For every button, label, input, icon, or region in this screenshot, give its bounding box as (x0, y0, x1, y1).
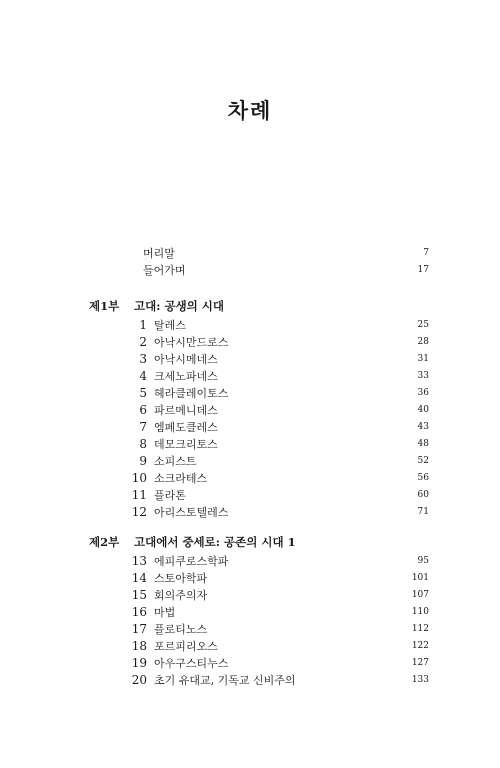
entry-page: 17 (417, 265, 429, 275)
chapter-title: 소피스트 (154, 455, 197, 468)
toc-entry[interactable] (0, 317, 500, 334)
toc-entry[interactable] (0, 334, 500, 351)
chapter-number: 10 (131, 471, 147, 485)
toc-entry[interactable] (0, 385, 500, 402)
entry-label: 머리말 (143, 247, 175, 260)
part-1-section (0, 297, 500, 521)
chapter-title: 스토아학파 (154, 572, 208, 585)
chapter-number: 15 (131, 588, 147, 602)
chapter-title: 플로티노스 (154, 623, 208, 636)
toc-entry[interactable] (0, 419, 500, 436)
chapter-title: 회의주의자 (154, 589, 208, 602)
page-number: 25 (417, 320, 429, 330)
page-number: 31 (417, 354, 429, 364)
toc-entry[interactable] (0, 621, 500, 638)
chapter-title: 헤라클레이토스 (154, 387, 229, 400)
chapter-number: 13 (131, 554, 147, 568)
page-number: 133 (411, 675, 429, 685)
page-number: 40 (417, 405, 429, 415)
chapter-title: 탈레스 (154, 319, 186, 332)
page-number: 28 (417, 337, 429, 347)
page-number: 56 (417, 473, 429, 483)
chapter-number: 16 (131, 605, 147, 619)
entry-page: 7 (423, 248, 429, 258)
toc-entry[interactable] (0, 351, 500, 368)
page-number: 101 (411, 573, 429, 583)
chapter-number: 6 (139, 403, 147, 417)
part-heading (0, 533, 500, 551)
intro-list (0, 245, 500, 279)
toc-entry[interactable] (0, 453, 500, 470)
page-number: 60 (417, 490, 429, 500)
page-number: 112 (411, 624, 429, 634)
page-number: 48 (417, 439, 429, 449)
page-number: 107 (411, 590, 429, 600)
toc-entry[interactable] (0, 672, 500, 689)
chapter-title: 파르메니데스 (154, 404, 218, 417)
chapter-number: 1 (139, 318, 147, 332)
chapter-number: 3 (139, 352, 147, 366)
toc-entry[interactable] (0, 487, 500, 504)
toc-entry[interactable] (0, 470, 500, 487)
chapter-title: 아리스토텔레스 (154, 506, 229, 519)
chapter-number: 11 (131, 488, 147, 502)
page-title: 차례 (227, 99, 273, 123)
chapter-title: 에피쿠로스학파 (154, 555, 229, 568)
page-number: 95 (417, 556, 429, 566)
chapter-number: 4 (139, 369, 147, 383)
toc-entry[interactable] (0, 604, 500, 621)
page-number: 43 (417, 422, 429, 432)
chapter-number: 9 (139, 454, 147, 468)
chapter-title: 플라톤 (154, 489, 186, 502)
chapter-number: 7 (139, 420, 147, 434)
toc-entry[interactable] (0, 553, 500, 570)
toc-entry[interactable] (0, 436, 500, 453)
toc-entry[interactable] (0, 368, 500, 385)
toc-entry[interactable] (0, 402, 500, 419)
toc-entry[interactable] (0, 587, 500, 604)
page-number: 122 (411, 641, 429, 651)
chapter-title: 소크라테스 (154, 472, 208, 485)
part-heading-title: 고대: 공생의 시대 (134, 299, 225, 313)
part-heading-title: 고대에서 중세로: 공존의 시대 1 (134, 535, 296, 549)
chapter-number: 8 (139, 437, 147, 451)
toc-entry-introduction[interactable] (0, 262, 500, 279)
chapter-number: 5 (139, 386, 147, 400)
toc-entry[interactable] (0, 504, 500, 521)
chapter-number: 19 (131, 656, 147, 670)
chapter-title: 데모크리토스 (154, 438, 218, 451)
chapter-title: 초기 유대교, 기독교 신비주의 (154, 674, 296, 687)
page-number: 110 (411, 607, 429, 617)
chapter-title: 포르피리오스 (154, 640, 218, 653)
chapter-title: 크세노파네스 (154, 370, 218, 383)
part-heading-number: 제2부 (89, 535, 120, 549)
part-2-section (0, 533, 500, 689)
chapter-title: 마법 (154, 606, 176, 619)
chapter-number: 18 (131, 639, 147, 653)
page-number: 52 (417, 456, 429, 466)
toc-entry[interactable] (0, 638, 500, 655)
chapter-number: 14 (131, 571, 147, 585)
entry-label: 들어가며 (143, 264, 186, 277)
chapter-title: 아낙시만드로스 (154, 336, 229, 349)
page-number: 127 (411, 658, 429, 668)
chapter-title: 엠페도클레스 (154, 421, 218, 434)
toc-entry[interactable] (0, 655, 500, 672)
chapter-number: 20 (131, 673, 147, 687)
chapter-number: 2 (139, 335, 147, 349)
part-heading-number: 제1부 (89, 299, 120, 313)
part-heading (0, 297, 500, 315)
chapter-number: 12 (131, 505, 147, 519)
page-number: 33 (417, 371, 429, 381)
page-number: 71 (417, 507, 429, 517)
chapter-number: 17 (131, 622, 147, 636)
page-number: 36 (417, 388, 429, 398)
chapter-title: 아우구스티누스 (154, 657, 229, 670)
toc-entry[interactable] (0, 570, 500, 587)
toc-entry-preface[interactable] (0, 245, 500, 262)
chapter-title: 아낙시메네스 (154, 353, 218, 366)
